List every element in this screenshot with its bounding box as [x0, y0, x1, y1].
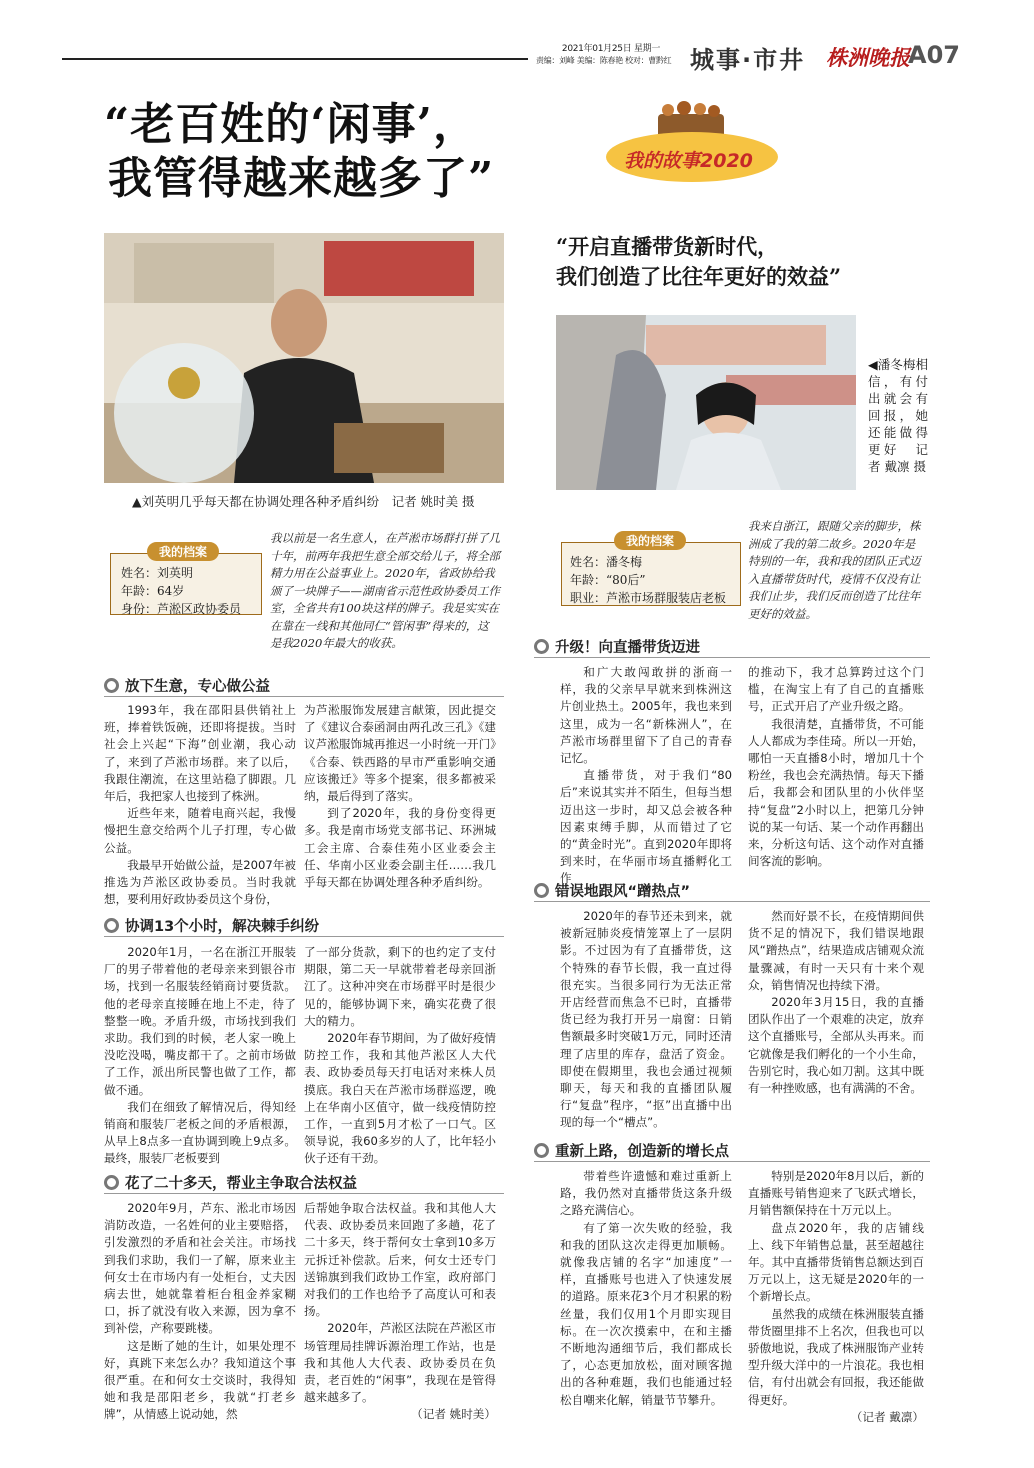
section-heading [534, 880, 690, 901]
profile-tag: 我的档案 [147, 542, 219, 561]
right-headline-line-1: “开启直播带货新时代， [556, 234, 779, 259]
article-column [304, 944, 496, 1168]
section-rule [104, 1193, 504, 1194]
profile-name: 姓名：潘冬梅 [570, 555, 643, 569]
badge-text: 我的故事2020 [624, 150, 753, 172]
right-headline [556, 232, 841, 292]
bullet-icon [104, 1175, 119, 1190]
section-title: 城事·市井 [690, 46, 806, 74]
section-title-text: 花了二十多天，帮业主争取合法权益 [125, 1176, 357, 1192]
article-column [304, 1200, 496, 1424]
section-rule [534, 901, 930, 902]
profile-age: 年龄：“80后” [570, 573, 646, 587]
paragraph: 盘点2020年，我的店铺线上、线下年销售总量，甚至超越往年。其中直播带货销售总额达到百万元以上，这无疑是2020年的一个新增长点。 [748, 1220, 924, 1304]
section-heading [104, 1172, 357, 1193]
section-heading [104, 675, 270, 696]
article-column [104, 702, 296, 908]
paragraph: 有了第一次失败的经验，我和我的团队这次走得更加顺畅。就像我店铺的名字“加速度”一样，直播账号也进入了快速发展的道路。原来花3个月才积累的粉丝量，我们仅用1个月即实现目标。在一次次摸索中，在和主播不断地沟通细节后，我们都成长了，心态更加放松，面对顾客抛出的各种难题，我们也能通过轻松自嘲来化解，销量节节攀升。 [560, 1220, 732, 1407]
article-column [560, 908, 732, 1132]
article-column [104, 944, 296, 1168]
section-title-text: 放下生意，专心做公益 [125, 679, 270, 695]
headline-line-2: 我管得越来越多了” [108, 153, 495, 204]
editor-line: 责编：刘峰 美编：陈春艳 校对：曹黔红 [536, 56, 672, 65]
paragraph: 2020年1月，一名在浙江开服装厂的男子带着他的老母亲来到银谷市场，找到一名服装经销商讨要货款。他的老母亲直接睡在地上不走，待了整整一晚。矛盾升级，市场找到我们求助。我们到的时候，老人家一晚上没吃没喝，嘴皮都干了。之前市场做了工作，派出所民警也做了工作，都做不通。 [104, 945, 296, 1097]
paragraph: 直播带货，对于我们“80后”来说其实并不陌生，但每当想迈出这一步时，却又总会被各种因素束缚手脚，从而错过了它的“黄金时光”。直到2020年即将到来时，在华丽市场直播孵化工作 [560, 768, 732, 886]
paragraph: 后帮她争取合法权益。我和其他人大代表、政协委员来回跑了多趟，花了二十多天，终于帮何女士拿到10多万元拆迁补偿款。后来，何女士还专门送锦旗到我们政协工作室，政府部门对我们的工作也给予了高度认可和表扬。 [304, 1201, 496, 1319]
section-title-text: 升级！向直播带货迈进 [555, 640, 700, 656]
photo-illustration [104, 233, 504, 483]
profile-tag: 我的档案 [614, 531, 686, 550]
right-headline-line-2: 我们创造了比往年更好的效益” [556, 264, 842, 289]
section-heading [104, 915, 319, 936]
page-number: A07 [908, 41, 960, 69]
paragraph: 2020年的春节还未到来，就被新冠肺炎疫情笼罩上了一层阴影。不过因为有了直播带货，这个特殊的春节长假，我一直过得很充实。当很多同行为无法正常开店经营而焦急不已时，直播带货已经为我打开另一扇窗：日销售额最多时突破1万元，同时还清理了店里的库存，盘活了资金。即使在假期里，我也会通过视频聊天，每天和我的直播团队履行“复盘”程序，“抠”出直播中出现的每一个“槽点”。 [560, 909, 732, 1130]
intro-left: 我以前是一名生意人，在芦淞市场群打拼了几十年，前两年我把生意全部交给儿子，将全部精力用在公益事业上。2020年，省政协给我颁了一块牌子——湖南省示范性政协委员工作室，全省共有100块这样的牌子。我是实实在在靠在一线和其他同仁“管闲事”得来的，这是我2020年最大的收获。 [270, 531, 500, 650]
paragraph: 特别是2020年8月以后，新的直播账号销售迎来了飞跃式增长，月销售额保持在十万元以上。 [748, 1169, 925, 1218]
byline: （记者 戴凛） [850, 1409, 924, 1424]
paragraph: 2020年3月15日，我的直播团队作出了一个艰难的决定，放弃这个直播账号，全部从头再来。而它就像是我们孵化的一个小生命，告别它时，我心如刀割。这其中既有一种挫败感，也有满满的不舍。 [748, 995, 924, 1096]
section-rule [534, 1161, 930, 1162]
photo-caption-left: ▲刘英明几乎每天都在协调处理各种矛盾纠纷 记者 姚时美 摄 [132, 494, 475, 509]
section-rule [104, 936, 504, 937]
paragraph: 我最早开始做公益，是2007年被推选为芦淞区政协委员。当时我就想，要利用好政协委员这个身份， [104, 857, 296, 907]
paragraph: 2020年9月，芦东、淞北市场因消防改造，一名姓何的业主要赔搭，引发激烈的矛盾和社会关注。市场找到我们求助，我们一了解，原来业主何女士在市场内有一处柜台，丈夫因病去世，她就靠着柜台租金养家糊口，拆了就没有收入来源，因为拿不到补偿，产称要跳楼。 [104, 1201, 296, 1336]
article-column [304, 702, 496, 891]
paragraph: 和广大敢闯敢拼的浙商一样，我的父亲早早就来到株洲这片创业热土。2005年，我也来到这里，成为一名“新株洲人”，在芦淞市场群里留下了自己的青春记忆。 [560, 665, 732, 766]
photo-caption-right: ◀潘冬梅相信，有付出就会有回报，她还能做得更好 记者 戴凛 摄 [868, 357, 928, 474]
date-line: 2021年01月25日 星期一 [561, 44, 661, 54]
paragraph: 虽然我的成绩在株洲服装直播带货圈里排不上名次，但我也可以骄傲地说，我成了株洲服饰产业转型升级大洋中的一片浪花。我也相信，有付出就会有回报，我还能做得更好。 [748, 1306, 924, 1407]
paragraph: 为芦淞服饰发展建言献策，因此提交了《建议合泰函洞由两孔改三孔》《建议芦淞服饰城再推迟一小时统一开门》《合泰、铁西路的早市严重影响交通应该搬迁》等多个提案，很多都被采纳，最后得到了落实。 [304, 703, 496, 804]
section-title-text: 协调13个小时，解决棘手纠纷 [125, 919, 320, 935]
paragraph: 带着些许遗憾和难过重新上路，我仍然对直播带货这条升级之路充满信心。 [560, 1169, 732, 1218]
bullet-icon [534, 883, 549, 898]
article-column [748, 664, 924, 870]
photo-liu-yingming [104, 233, 504, 483]
profile-card-right [561, 534, 741, 606]
profile-name: 姓名：刘英明 [121, 566, 194, 580]
paragraph: 了一部分货款，剩下的也约定了支付期限，第二天一早就带着老母亲回浙江了。这种冲突在市场群平时是很少见的，能够协调下来，确实花费了很大的精力。 [304, 945, 496, 1028]
intro-right: 我来自浙江，跟随父亲的脚步，株洲成了我的第二故乡。2020年是特别的一年，我和我的团队正式迈入直播带货时代，疫情不仅没有让我们止步，我们反而创造了比往年更好的效益。 [748, 519, 921, 621]
paragraph: 2020年，芦淞区法院在芦淞区市场管理局挂牌诉源治理工作站，也是我和其他人大代表、政协委员在负责，老百姓的“闲事”，我现在是管得越来越多了。 [304, 1321, 496, 1405]
masthead-rule [62, 58, 528, 60]
profile-card-left [110, 545, 262, 616]
article-column [748, 1168, 924, 1426]
section-rule [534, 657, 930, 658]
main-headline [104, 98, 494, 206]
section-title-text: 错误地跟风“蹭热点” [555, 884, 691, 900]
profile-role: 身份：芦淞区政协委员 [121, 602, 242, 616]
section-title-text: 重新上路，创造新的增长点 [555, 1144, 729, 1160]
bullet-icon [104, 678, 119, 693]
bullet-icon [534, 1143, 549, 1158]
section-rule [104, 696, 504, 697]
masthead-date [536, 44, 686, 66]
paragraph: 的推动下，我才总算跨过这个门槛，在淘宝上有了自己的直播账号，正式开启了产业升级之路。 [748, 665, 924, 714]
photo-illustration [556, 315, 856, 490]
paragraph: 1993年，我在邵阳县供销社上班，捧着铁饭碗，还即将提拔。当时社会上兴起“下海”创业潮，我心动了，来到了芦淞市场群。来了以后，我跟住潮流，在这里站稳了脚跟。几年后，我把家人也接到了株洲。 [104, 703, 296, 804]
paragraph: 然而好景不长，在疫情期间供货不足的情况下，我们错误地跟风“蹭热点”，结果造成店铺观众流量骤减，有时一天只有十来个观众，销售情况也持续下滑。 [748, 909, 924, 992]
bullet-icon [534, 639, 549, 654]
paragraph: 这是断了她的生计，如果处理不好，真跳下来怎么办？我知道这个事很严重。在和何女士交谈时，我得知她和我是邵阳老乡，我就“打老乡牌”，从情感上说动她，然 [104, 1338, 296, 1422]
article-column [104, 1200, 296, 1424]
article-column [748, 908, 924, 1097]
profile-job: 职业：芦淞市场群服装店老板 [570, 591, 727, 605]
newspaper-logo: 株洲晚报 [826, 45, 910, 70]
story-series-badge [596, 96, 786, 188]
byline: （记者 姚时美） [411, 1407, 496, 1422]
profile-age: 年龄：64岁 [121, 584, 185, 598]
article-column [560, 664, 732, 888]
paragraph: 我很清楚，直播带货，不可能人人都成为李佳琦。所以一开始，哪怕一天直播8小时，增加几十个粉丝，我也会充满热情。每天下播后，我都会和团队里的小伙伴坚持“复盘”2小时以上，把第几分钟说的某一句话、某一个动作再翻出来，分析这句话、这个动作对直播间客流的影响。 [748, 716, 924, 869]
section-heading [534, 636, 700, 657]
paragraph: 到了2020年，我的身份变得更多。我是南市场党支部书记、环洲城工会主席、合泰佳苑小区业委会主任、华南小区业委会副主任……我几乎每天都在协调处理各种矛盾纠纷。 [304, 806, 496, 890]
article-column [560, 1168, 732, 1409]
paragraph: 我们在细致了解情况后，得知经销商和服装厂老板之间的矛盾根源，从早上8点多一直协调到晚上9点多。最终，服装厂老板要到 [104, 1099, 296, 1166]
paragraph: 2020年春节期间，为了做好疫情防控工作，我和其他芦淞区人大代表、政协委员每天打电话对来株人员摸底。我白天在芦淞市场群巡逻，晚上在华南小区值守，做一线疫情防控工作，一直到5月才松了一口气。区领导说，我60多岁的人了，比年轻小伙子还有干劲。 [304, 1031, 496, 1166]
bullet-icon [104, 918, 119, 933]
section-heading [534, 1140, 729, 1161]
paragraph: 近些年来，随着电商兴起，我慢慢把生意交给两个儿子打理，专心做公益。 [104, 806, 296, 855]
photo-pan-dongmei [556, 315, 856, 490]
headline-line-1: “老百姓的‘闲事’， [104, 99, 478, 150]
